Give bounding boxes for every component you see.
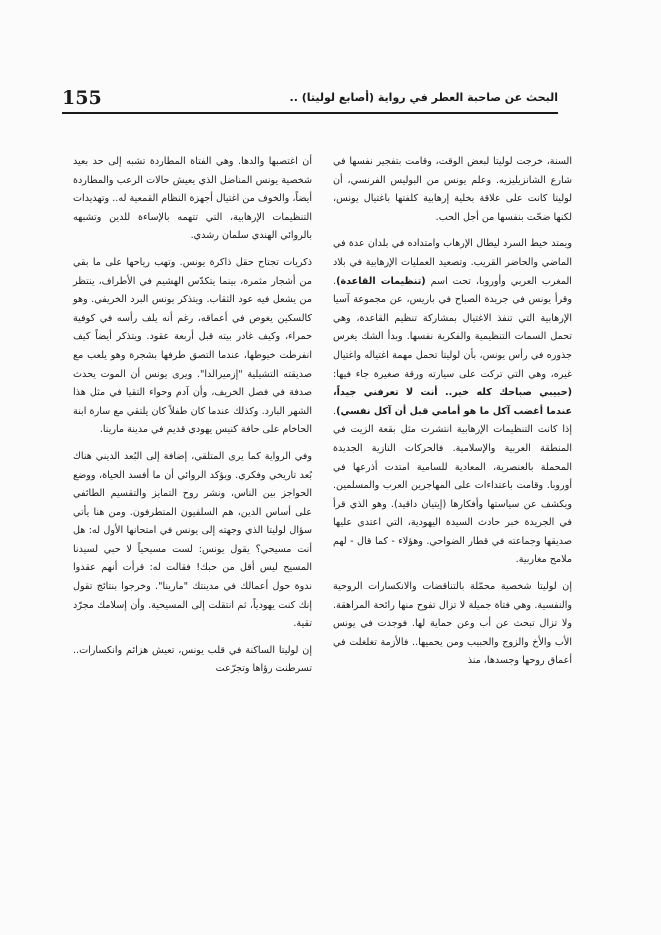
bold-quote: (حبيبي صباحك كله خير.. أنت لا تعرفني جيداً، عندما أغضب آكل ما هو أمامي قبل أن آكل نفسي) [333,387,572,417]
paragraph-text: ويمتد خيط السرد ليطال الإرهاب وامتداده في بلدان عدة في الماضي والحاضر القريب. وتصعيد العمليات الإرهابية في بلاد المغرب العربي وأوروبا، تحت اسم [333,238,572,287]
paragraph-text: . وقرأ يونس في جريدة الصباح في باريس، عن مجموعة آسيا الإرهابية التي تنفذ الاغتيال بمشاركة تنظيم القاعدة، وهي تحمل السمات التنظيمية والفكرية نفسها. وبدأ الشك يغرس جذوره في رأس يونس، بأن لوليتا تحمل مهمة اغتياله واغتيال غيره، وهي التي تركت على سيارته ورقة صغيرة جاء فيها: [333,275,572,380]
paragraph: إن لوليتا شخصية محمّلة بالتناقضات والانكسارات الروحية والنفسية. وهي فتاة جميلة لا تزال تفوح منها رائحة المراهقة. ولا تزال تبحث عن أب وعن حماية لها. فوجدت في يونس الأب والأخ والزوج والحبيب ومن يحميها.. فالأزمة تغلغلت في أعماق روحها وجسدها، منذ [333,581,572,667]
paragraph-text: . إذا كانت التنظيمات الإرهابية انتشرت مثل بقعة الزيت في المنطقة العربية والإسلامية. فالحركات النازية الجديدة المحملة بالعنصرية، المعادية للسامية امتدت أذرعها في أوروبا. وقامت باعتداءات على المهاجرين العرب والمسلمين. ويكشف عن سياستها وأفكارها (إيتيان داقيد). وهو الذي قرأ في الجريدة خبر حادث السيدة اليهودية، التي اعتدى عليها صديقها وجماعته في قطار الضواحي. وهؤلاء - كما قال - لهم ملامح مغاربية. [333,405,572,566]
paragraph: وفي الرواية كما يرى المتلقي، إضافة إلى البُعد الديني هناك بُعد تاريخي وفكري. ويؤكد الروائي أن ما أفسد الحياة، ووضع الحواجز بين الناس، ونشر روح التمايز والتقسيم الطائفي على أساس الدين، هم السلفيون المتطرفون. ومن هنا يأتي سؤال لوليتا الذي وجهته إلى يونس في امتحانها الأول له: هل أنت مسيحي؟ يقول يونس: لست مسيحياً لا حبي لسيدنا المسيح ليس أقل من حبك! فقالت له: قرأت أنهم عقدوا ندوة حول أعمالك في مدينتك "مارينا". وخرجوا بنتائج تقول إنك كنت يهودياً، ثم انتقلت إلى المسيحية. وأن إسلامك مجرّد تقية. [73,450,312,630]
bold-quote: (تنظيمات القاعدة) [336,275,426,287]
paragraph: ذكريات تجتاح حقل ذاكرة يونس. وتهب رياحها على ما بقي من أشجار مثمرة، بينما يتكدّس الهشيم في الأطراف، ينتظر من يشعل فيه عود الثقاب. ويتذكر يونس البرد الخريفي. وهو كالسكين يغوص في أعماقه، رغم أنه يلف رأسه في كوفية حمراء، وكيف غادر بيته قبل أربعة عقود. ويتذكر أيضاً كيف انفرطت خيوطها، عندما التصق طرفها بشجرة وهو يلعب مع صديقته التشيلية "إزميرالدا". ويرى يونس أن الموت يحدث صدفة في فصل الخريف، وأن آدم وحواء التقيا في مثل هذا الشهر البارد. وكذلك عندما كان طفلاً كان يلتقي مع سارة ابنة الحاخام على حافة كنيس يهودي قديم في مدينة مارينا. [73,256,312,436]
paragraph: إن لوليتا الساكنة في قلب يونس، تعيش هزائم وانكسارات.. تسرطنت رؤاها وتجرّعت [73,644,312,675]
right-column [333,153,572,671]
paragraph: السنة، خرجت لوليتا لبعض الوقت، وقامت بتفجير نفسها في شارع الشانزيليزيه. وعلم يونس من البوليس الفرنسي، أن لوليتا كانت على علاقة بخلية إرهابية كلفتها باغتيال يونس، لكنها ضحّت بنفسها من أجل الحب. [333,156,572,223]
left-column [73,153,312,679]
page-number: 155 [62,87,102,109]
paragraph: أن اغتصبها والدها. وهي الفتاة المطاردة تشبه إلى حد بعيد شخصية يونس المناضل الذي يعيش حالات الرعب والمطاردة أيضاً، والخوف من اغتيال أجهزة النظام القمعية له.. وتهديدات التنظيمات الإرهابية، التي تتهمه بالإساءة للدين وتشبهه بالروائي الهندي سلمان رشدي. [73,156,312,242]
header-rule [62,112,558,114]
paragraph [333,235,572,570]
running-title: البحث عن صاحبة العطر في رواية (أصابع لوليتا) .. [289,91,558,104]
page-header [62,87,558,109]
